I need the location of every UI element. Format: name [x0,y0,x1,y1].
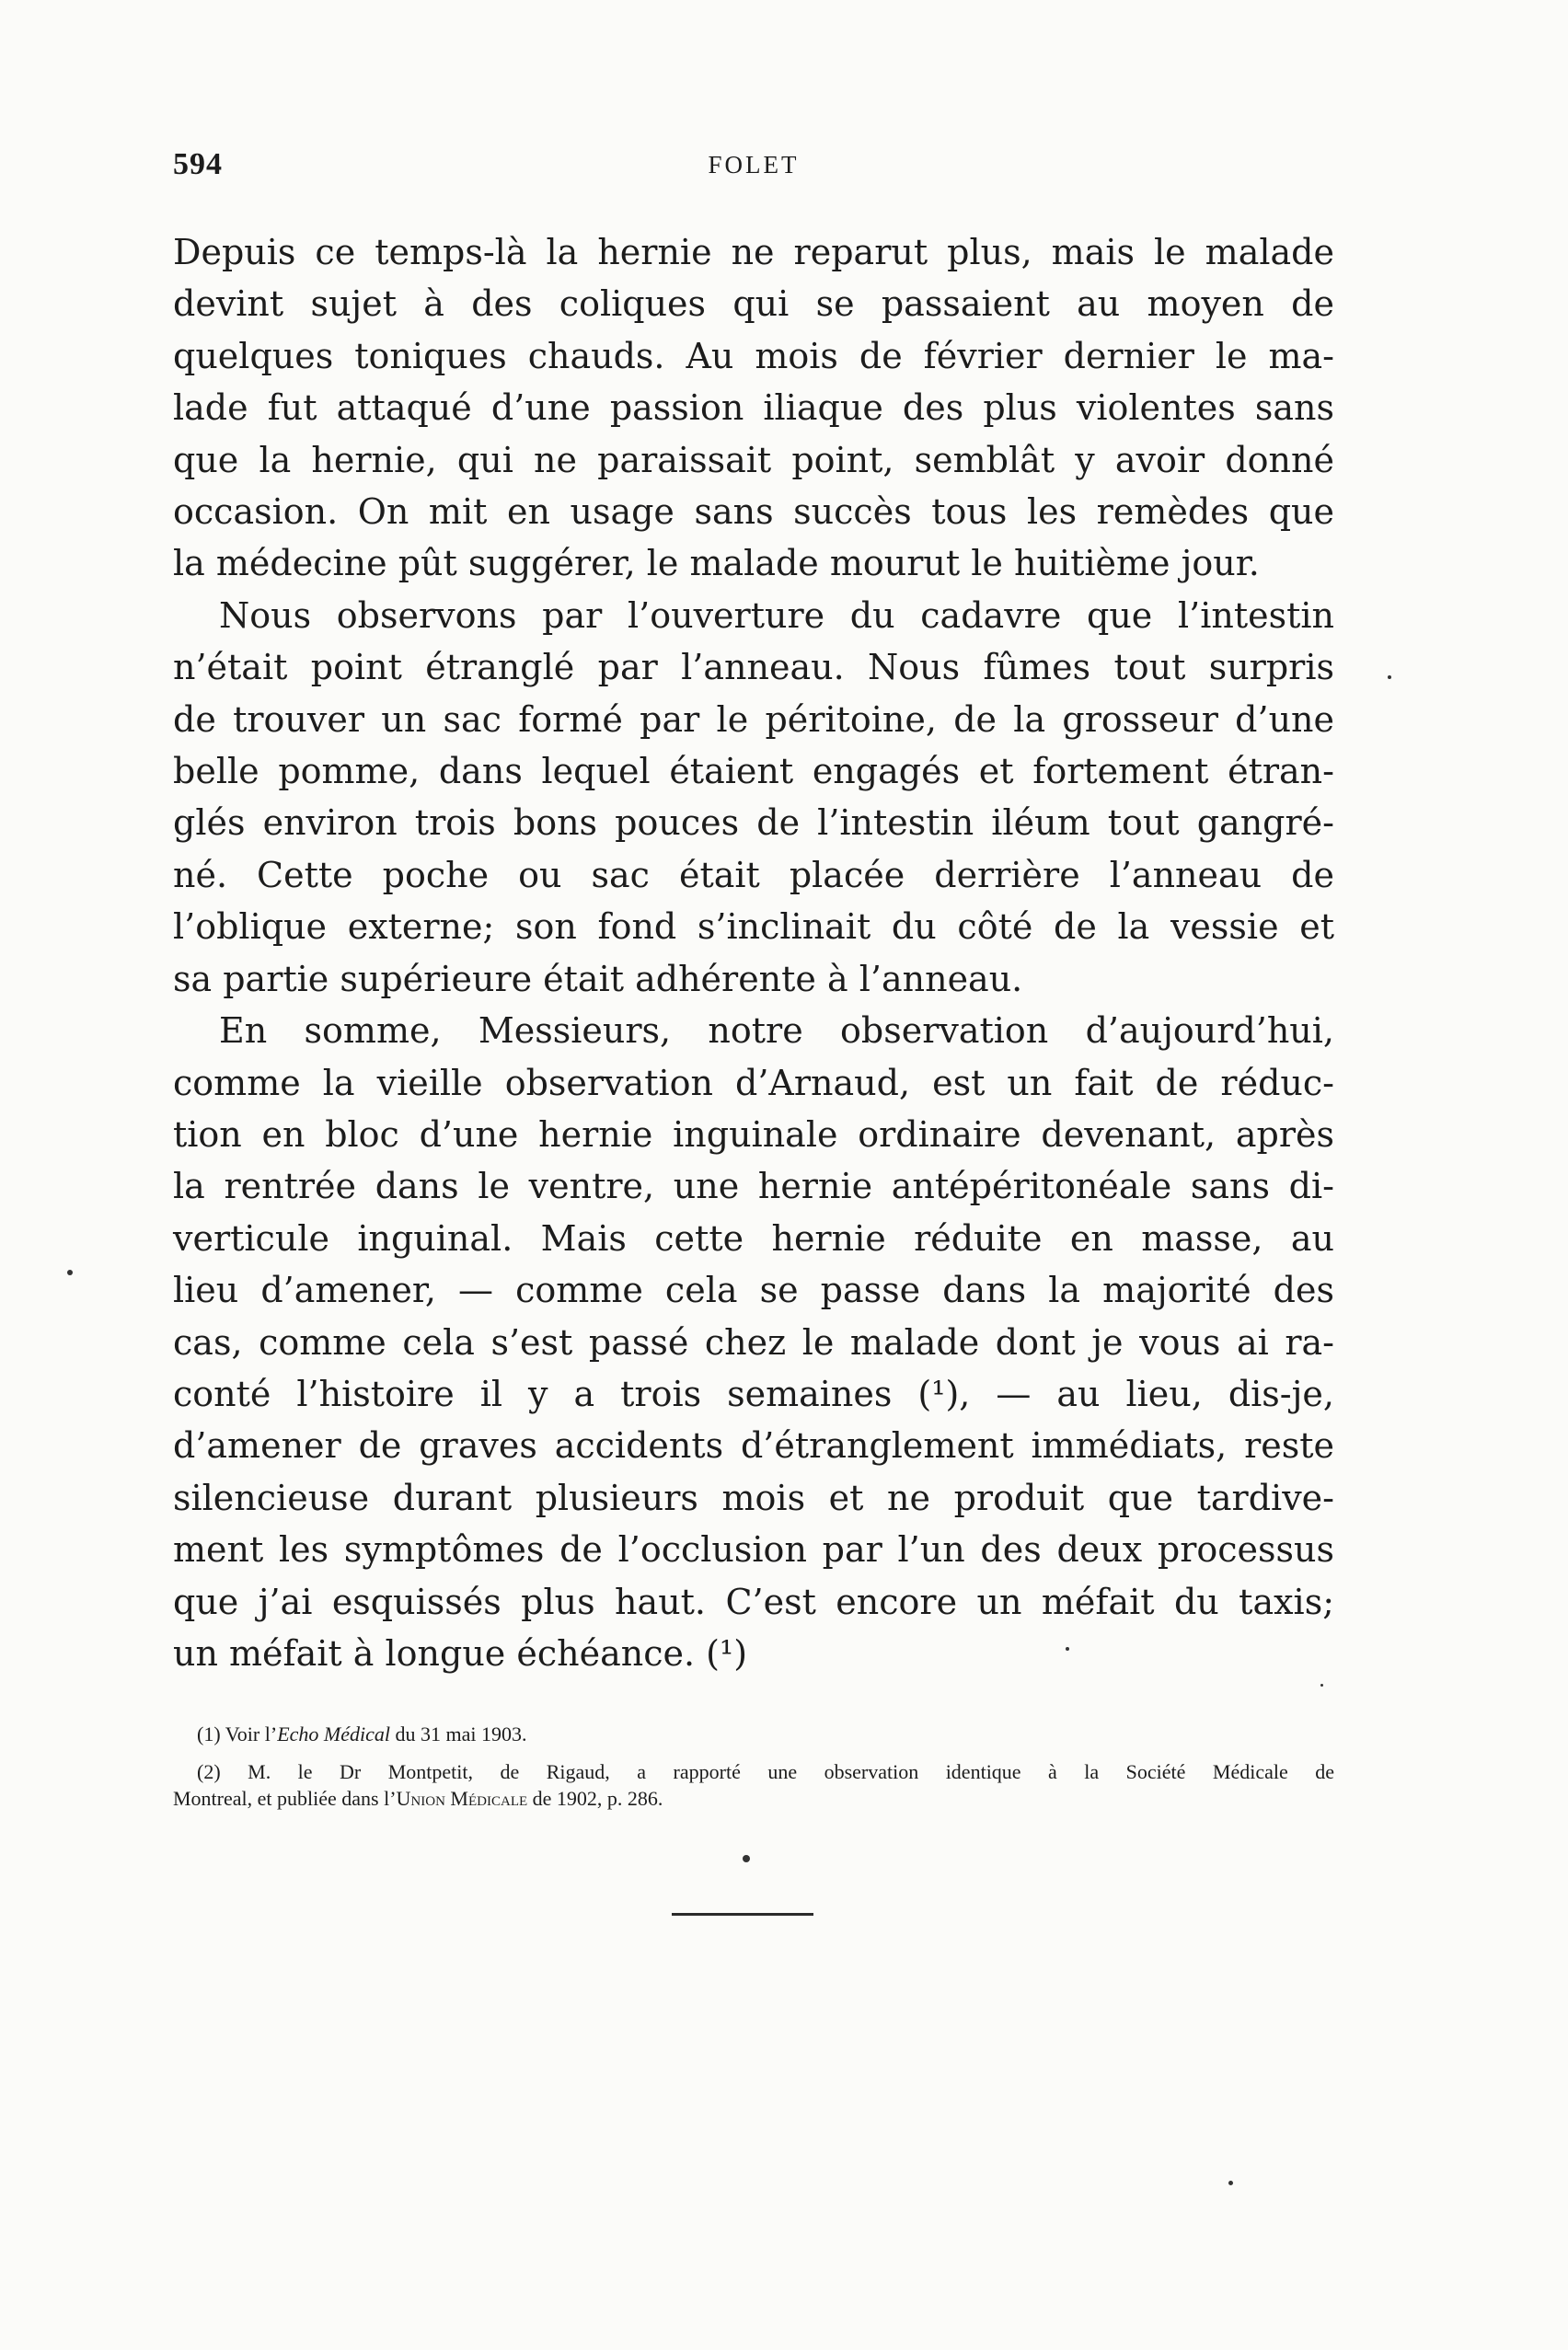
text-line: Nous observons par l’ouverture du cadavre que l’intestin [219,594,1334,636]
page-header [173,147,1334,195]
footnote-text: du 31 mai 1903. [389,1722,527,1745]
running-head: FOLET [708,151,800,179]
text-line: conté l’histoire il y a trois semaines (¹), — au lieu, dis-je, [173,1373,1334,1414]
text-line: sa partie supérieure était adhérente à l’anneau. [173,958,1023,999]
footnotes [173,1721,1334,1812]
text-line: devint sujet à des coliques qui se passaient au moyen de [173,283,1334,325]
ink-speck [1320,1684,1323,1687]
text-line: glés environ trois bons pouces de l’intestin iléum tout gangré- [173,802,1334,844]
text-line: comme la vieille observation d’Arnaud, est un fait de réduc- [173,1062,1334,1103]
journal-title: Echo Médical [277,1722,390,1745]
text-line: Depuis ce temps-là la hernie ne reparut plus, mais le malade [173,232,1334,272]
text-line: n’était point étranglé par l’anneau. Nous fûmes tout surpris [173,647,1334,688]
ink-speck [1388,675,1391,679]
ink-speck [67,1270,73,1275]
text-line: un méfait à longue échéance. (¹) [173,1632,748,1674]
text-line: quelques toniques chauds. Au mois de février dernier le ma- [173,335,1334,376]
text-line: silencieuse durant plusieurs mois et ne produit que tardive- [173,1477,1334,1518]
text-line: de trouver un sac formé par le péritoine, de la grosseur d’une [173,698,1334,740]
text-line: belle pomme, dans lequel étaient engagés et fortement étran- [173,751,1334,792]
text-line: que la hernie, qui ne paraissait point, semblât y avoir donné [173,439,1334,480]
text-line: verticule inguinal. Mais cette hernie réduite en masse, au [173,1217,1334,1259]
text-line: tion en bloc d’une hernie inguinale ordinaire devenant, après [173,1113,1334,1155]
text-line: la médecine pût suggérer, le malade mourut le huitième jour. [173,543,1260,584]
footnote-1 [173,1721,1334,1747]
ink-speck [1066,1647,1069,1651]
journal-title: Union Médicale [396,1787,528,1810]
text-line: ment les symptômes de l’occlusion par l’un des deux processus [173,1529,1334,1571]
text-line: occasion. On mit en usage sans succès tous les remèdes que [173,491,1334,533]
closing-rule [672,1913,813,1916]
footnote-text: Montreal, et publiée dans l’ [173,1787,397,1810]
text-line: la rentrée dans le ventre, une hernie antépéritonéale sans di- [173,1166,1334,1207]
text-line: d’amener de graves accidents d’étranglement immédiats, reste [173,1425,1334,1467]
footnote-text: (1) Voir l’ [197,1722,278,1745]
text-line: lieu d’amener, — comme cela se passe dans la majorité des [173,1270,1334,1311]
ink-speck [1228,2181,1233,2185]
text-line: né. Cette poche ou sac était placée derrière l’anneau de [173,854,1334,895]
page-number: 594 [173,147,223,181]
text-line: l’oblique externe; son fond s’inclinait du côté de la vessie et [173,906,1334,948]
text-line: lade fut attaqué d’une passion iliaque des plus violentes sans [173,387,1334,429]
ink-speck [743,1855,750,1862]
text-line: En somme, Messieurs, notre observation d’aujourd’hui, [219,1010,1334,1052]
footnote-text: (2) M. le Dr Montpetit, de Rigaud, a rapporté une observation identique à la Société Médicale de [197,1760,1334,1783]
text-line: que j’ai esquissés plus haut. C’est encore un méfait du taxis; [173,1581,1334,1622]
text-line: cas, comme cela s’est passé chez le malade dont je vous ai ra- [173,1321,1334,1363]
body-text [173,226,1334,1679]
footnote-text: de 1902, p. 286. [527,1787,663,1810]
footnote-2 [173,1758,1334,1812]
